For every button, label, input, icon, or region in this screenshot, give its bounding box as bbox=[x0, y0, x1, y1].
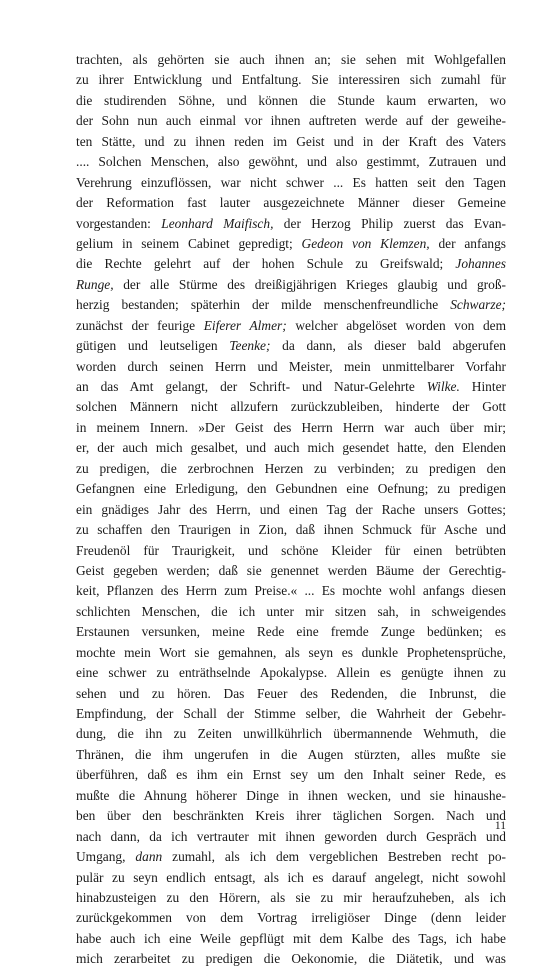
text-segment: der Reformation fast lauter ausgezeichnete Männer dieser Gemeine bbox=[76, 195, 506, 211]
text-segment: herzig bestanden; späterhin der milde menschenfreundliche bbox=[76, 297, 451, 313]
text-line bbox=[76, 888, 506, 908]
text-line bbox=[76, 377, 506, 397]
text-segment: zunächst der feurige bbox=[76, 317, 204, 333]
text-line bbox=[76, 418, 506, 438]
text-segment: hinabzusteigen zu den Hörern, als sie zu mir heraufzuheben, als ich bbox=[76, 889, 506, 905]
text-segment: Thränen, die ihm ungerufen in die Augen stürzten, alles mußte sie bbox=[76, 746, 506, 762]
text-line bbox=[76, 908, 506, 928]
text-line bbox=[76, 336, 506, 356]
text-segment: er, der auch mich gesalbet, und auch mich gesendet hatte, den Elenden bbox=[76, 440, 506, 456]
text-segment: der alle Stürme des dreißigjährigen Krieges glaubig und groß- bbox=[113, 276, 506, 292]
text-segment: vorgestanden: bbox=[76, 215, 162, 231]
text-line bbox=[76, 91, 506, 111]
text-segment: sehen und zu hören. Das Feuer des Redenden, die Inbrunst, die bbox=[76, 685, 506, 701]
italic-name: Runge, bbox=[76, 276, 114, 292]
text-line bbox=[76, 173, 506, 193]
text-segment: zumahl, als ich dem vergeblichen Bestreben recht po- bbox=[162, 849, 506, 865]
text-segment: in meinem Innern. »Der Geist des Herrn Herrn war auch über mir; bbox=[76, 419, 506, 435]
text-line bbox=[76, 684, 506, 704]
text-segment: dung, die ihn zu Zeiten unwillkührlich übermannende Wehmuth, die bbox=[76, 726, 506, 742]
text-segment: da dann, als dieser bald abgerufen bbox=[270, 338, 506, 354]
text-segment: schlichten Menschen, die ich unter mir sitzen sah, in schweigendes bbox=[76, 603, 506, 619]
text-segment: keit, Pflanzen des Herrn zum Preise.« ... Es mochte wohl anfangs diesen bbox=[76, 583, 506, 599]
text-line bbox=[76, 70, 506, 90]
text-segment: Gefangnen eine Erledigung, den Gebundnen eine Oefnung; zu predigen bbox=[76, 481, 506, 497]
text-segment: der anfangs bbox=[429, 235, 506, 251]
text-line bbox=[76, 765, 506, 785]
text-segment: gütigen und leutseligen bbox=[76, 338, 230, 354]
text-segment: zu schaffen den Traurigen in Zion, daß ihnen Schmuck für Asche und bbox=[76, 522, 506, 538]
text-segment: zu ihrer Entwicklung und Entfaltung. Sie interessiren sich zumahl für bbox=[76, 72, 506, 88]
text-line bbox=[76, 827, 506, 847]
text-line bbox=[76, 541, 506, 561]
text-line bbox=[76, 132, 506, 152]
italic-name: Eiferer Almer; bbox=[203, 317, 287, 333]
page-number: 11 bbox=[494, 820, 506, 832]
text-segment: die studirenden Söhne, und können die Stunde kaum erwarten, wo bbox=[76, 92, 506, 108]
text-segment: trachten, als gehörten sie auch ihnen an; sie sehen mit Wohlgefallen bbox=[76, 52, 506, 67]
italic-name: Johannes bbox=[455, 256, 506, 272]
text-line bbox=[76, 949, 506, 969]
text-segment: überführen, daß es ihm ein Ernst sey um den Inhalt seiner Rede, es bbox=[76, 767, 506, 783]
text-segment: Empfindung, der Schall der Stimme selber, die Wahrheit der Gebehr- bbox=[76, 706, 506, 721]
italic-name: Teenke; bbox=[229, 338, 271, 354]
text-segment: ben über den beschränkten Kreis ihrer täglichen Sorgen. Nach und bbox=[76, 808, 506, 824]
text-line bbox=[76, 193, 506, 213]
text-line bbox=[76, 581, 506, 601]
text-segment: der Herzog Philip zuerst das Evan- bbox=[273, 215, 506, 231]
text-segment: die Rechte gelehrt auf der hohen Schule zu Greifswald; bbox=[76, 256, 456, 272]
text-segment: eine schwer zu enträthselnde Apokalypse. Allein es genügte ihnen zu bbox=[76, 665, 506, 681]
text-line bbox=[76, 663, 506, 683]
text-line bbox=[76, 397, 506, 417]
italic-name: Gedeon von Klemzen, bbox=[301, 235, 430, 251]
text-line bbox=[76, 643, 506, 663]
text-line bbox=[76, 316, 506, 336]
text-segment: zu predigen, die zerbrochnen Herzen zu verbinden; zu predigen den bbox=[76, 460, 506, 476]
text-segment: ten Stätte, und zu ihnen reden im Geist und in der Kraft des Vaters bbox=[76, 133, 506, 149]
text-segment: nach dann, da ich vertrauter mit ihnen geworden durch Gespräch und bbox=[76, 828, 506, 844]
italic-name: dann bbox=[135, 849, 163, 865]
text-segment: solchen Männern nicht allzufern zurückzubleiben, hinderte der Gott bbox=[76, 399, 506, 415]
text-line bbox=[76, 520, 506, 540]
text-line bbox=[76, 745, 506, 765]
text-segment: Hinter bbox=[459, 379, 506, 394]
text-line bbox=[76, 479, 506, 499]
text-segment: mußte die Ahnung höherer Dinge in ihnen wecken, und sie hinaushe- bbox=[76, 787, 506, 803]
text-line bbox=[76, 786, 506, 806]
text-line bbox=[76, 357, 506, 377]
text-line bbox=[76, 111, 506, 131]
text-line bbox=[76, 275, 506, 295]
text-segment: Umgang, bbox=[76, 849, 136, 865]
italic-name: Schwarze; bbox=[450, 297, 506, 313]
text-segment: der Sohn nun auch einmal vor ihnen auftreten werde auf der geweihe- bbox=[76, 113, 506, 129]
text-segment: Erstaunen versunken, meine Rede eine fremde Zunge bedünken; es bbox=[76, 624, 506, 640]
text-line bbox=[76, 847, 506, 867]
text-segment: an das Amt gelangt, der Schrift- und Natur-Gelehrte bbox=[76, 379, 427, 394]
text-line bbox=[76, 214, 506, 234]
text-segment: gelium in seinem Cabinet gepredigt; bbox=[76, 235, 302, 251]
text-line bbox=[76, 50, 506, 70]
text-segment: mich zerarbeitet zu predigen die Oekonomie, die Diätetik, und was bbox=[76, 951, 506, 967]
text-line bbox=[76, 500, 506, 520]
text-segment: zurückgekommen von dem Vortrag irreligiöser Dinge (denn leider bbox=[76, 910, 506, 926]
text-segment: ein gnädiges Jahr des Herrn, und einen Tag der Rache unsers Gottes; bbox=[76, 501, 506, 517]
body-text bbox=[76, 50, 506, 970]
text-line bbox=[76, 724, 506, 744]
text-segment: welcher abgelöset worden von dem bbox=[286, 317, 506, 333]
text-segment: Geist gegeben werden; daß sie genennet werden Bäume der Gerechtig- bbox=[76, 562, 506, 578]
text-line bbox=[76, 622, 506, 642]
text-segment: habe auch ich eine Weile gepflügt mit dem Kalbe des Tags, ich habe bbox=[76, 930, 506, 946]
text-segment: worden durch seinen Herrn und Meister, mein unmittelbarer Vorfahr bbox=[76, 358, 506, 374]
text-segment: Verehrung einzuflössen, war nicht schwer ... Es hatten seit den Tagen bbox=[76, 174, 506, 190]
text-line bbox=[76, 254, 506, 274]
text-line bbox=[76, 602, 506, 622]
text-segment: .... Solchen Menschen, also gewöhnt, und also gestimmt, Zutrauen und bbox=[76, 154, 506, 170]
text-segment: pulär zu seyn endlich entsagt, als ich es darauf angelegt, nicht sowohl bbox=[76, 869, 506, 885]
text-line bbox=[76, 295, 506, 315]
text-line bbox=[76, 561, 506, 581]
text-line bbox=[76, 438, 506, 458]
text-line bbox=[76, 929, 506, 949]
text-line bbox=[76, 234, 506, 254]
text-line bbox=[76, 152, 506, 172]
text-line bbox=[76, 704, 506, 724]
text-segment: mochte mein Wort sie gemahnen, als seyn es dunkle Prophetensprüche, bbox=[76, 644, 506, 660]
italic-name: Leonhard Maifisch, bbox=[161, 215, 274, 231]
text-line bbox=[76, 806, 506, 826]
italic-name: Wilke. bbox=[426, 379, 460, 394]
text-line bbox=[76, 459, 506, 479]
text-line bbox=[76, 868, 506, 888]
text-segment: Freudenöl für Traurigkeit, und schöne Kleider für einen betrübten bbox=[76, 542, 506, 558]
